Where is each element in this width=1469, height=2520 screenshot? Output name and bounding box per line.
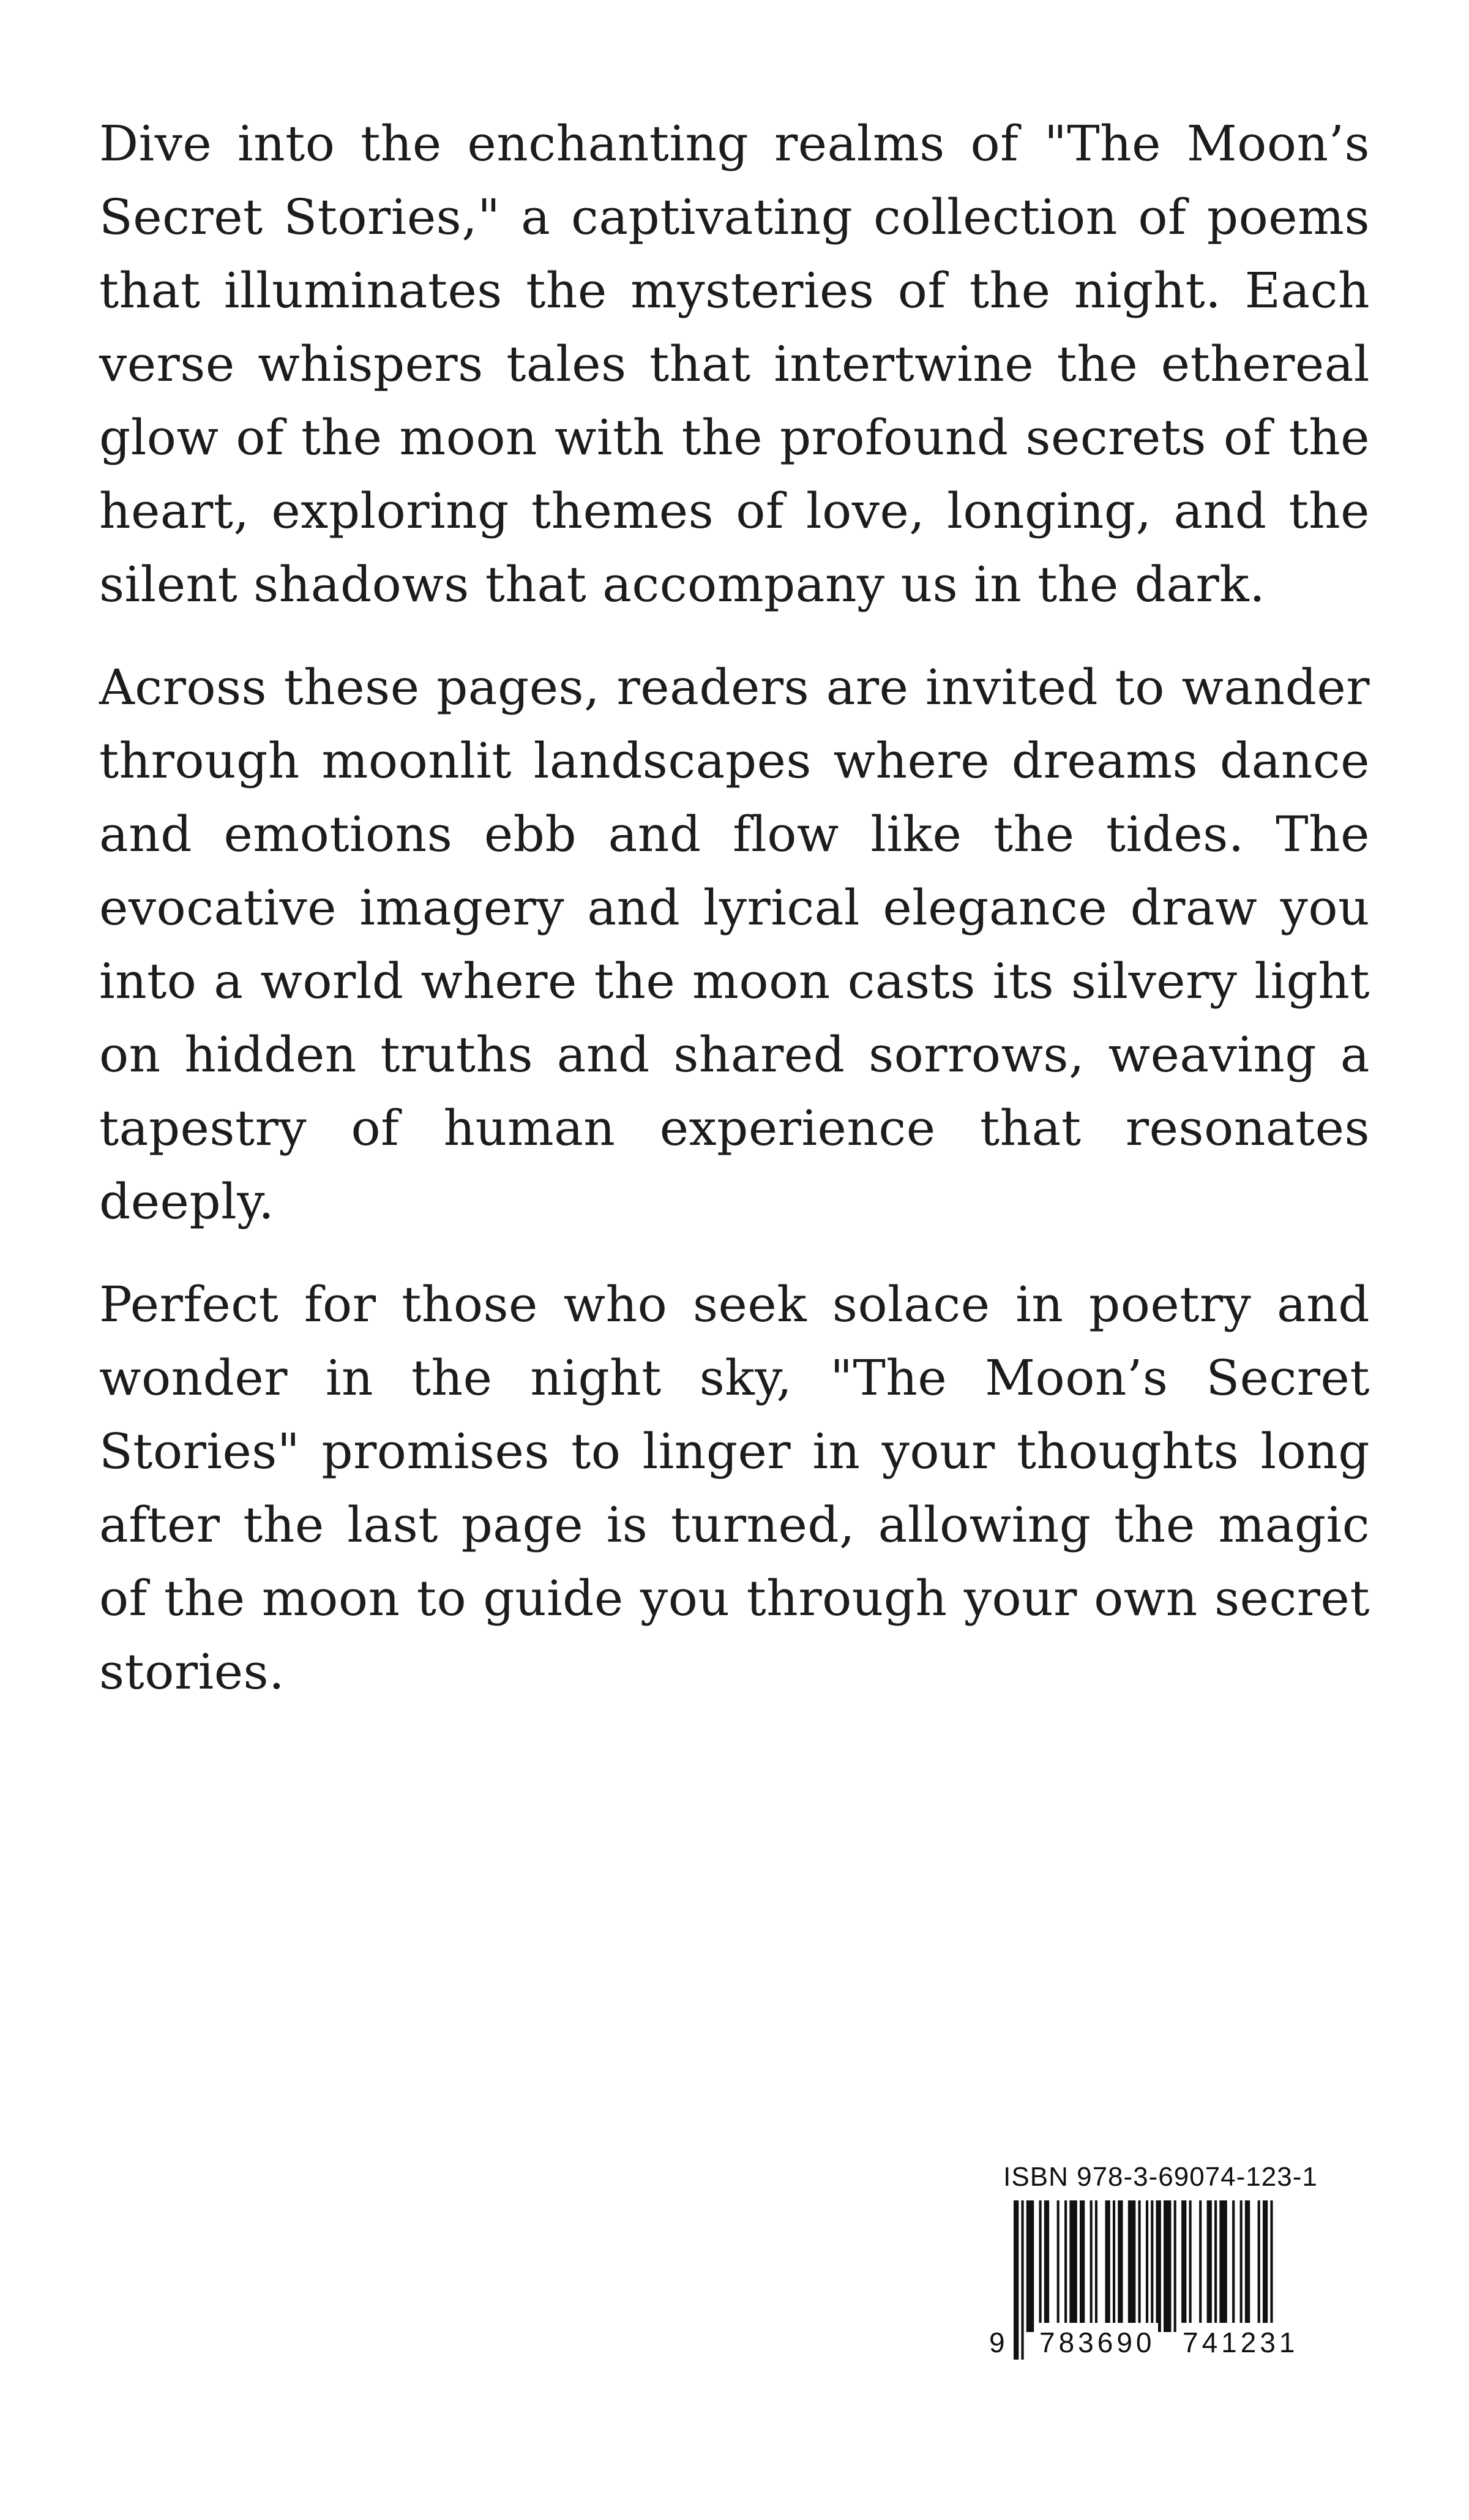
- blurb-paragraph-3: Perfect for those who seek solace in poetry and wonder in the night sky, "The Moon’s Secret Stories" promises to linger in your thoughts long after the last page is turned, allowing the magic of the moon to guide you through your own secret stories.: [99, 1276, 1370, 1700]
- barcode-bar: [1240, 2200, 1243, 2332]
- barcode-bar: [1214, 2200, 1217, 2332]
- barcode-bar: [1014, 2200, 1019, 2360]
- barcode-bar: [1118, 2200, 1123, 2332]
- barcode-digits-right: 741231: [1180, 2323, 1301, 2362]
- barcode-digits-left: 783690: [1037, 2323, 1158, 2362]
- blurb-paragraph-2: Across these pages, readers are invited to wander through moonlit landscapes where dreams dance and emotions ebb and flow like the tides. The evocative imagery and lyrical elegance draw you into a world where the moon casts its silvery light on hidden truths and shared sorrows, weaving a tapestry of human experience that resonates deeply.: [99, 659, 1370, 1230]
- blurb-paragraph-1: Dive into the enchanting realms of "The Moon’s Secret Stories," a captivating collection of poems that illuminates the mysteries of the night. Each verse whispers tales that intertwine the ethereal glow of the moon with the profound secrets of the heart, exploring themes of love, longing, and the silent shadows that accompany us in the dark.: [99, 115, 1370, 613]
- barcode-bar: [1057, 2200, 1060, 2332]
- barcode-bar: [1095, 2200, 1097, 2332]
- barcode-bar: [1069, 2200, 1077, 2332]
- barcode-bar: [1207, 2200, 1212, 2332]
- barcode-bar: [1219, 2200, 1227, 2332]
- barcode-digit-first: 9: [989, 2323, 1009, 2362]
- barcode-bar: [1064, 2200, 1067, 2332]
- isbn-label: ISBN 978-3-69074-123-1: [1003, 2162, 1318, 2192]
- barcode-bar: [1164, 2200, 1171, 2332]
- barcode-bar: [1128, 2200, 1135, 2332]
- barcode-bar: [1026, 2200, 1034, 2332]
- barcode-bar: [1232, 2200, 1235, 2332]
- barcode-bar: [1039, 2200, 1042, 2332]
- barcode-bar: [1199, 2200, 1202, 2332]
- barcode-bar: [1105, 2200, 1110, 2332]
- barcode-bar: [1181, 2200, 1186, 2332]
- barcode-bar: [1245, 2200, 1250, 2332]
- barcode-bar: [1080, 2200, 1085, 2332]
- barcode-bar: [1113, 2200, 1115, 2332]
- barcode-bar: [1156, 2200, 1161, 2332]
- isbn-barcode: [989, 2160, 1332, 2393]
- barcode-bar: [1090, 2200, 1093, 2332]
- blurb-text: [99, 107, 1370, 1738]
- barcode-bar: [1174, 2200, 1176, 2332]
- barcode-bar: [1021, 2200, 1023, 2360]
- barcode-bar: [1258, 2200, 1260, 2332]
- barcode-bar: [1044, 2200, 1049, 2332]
- barcode-bar: [1189, 2200, 1192, 2332]
